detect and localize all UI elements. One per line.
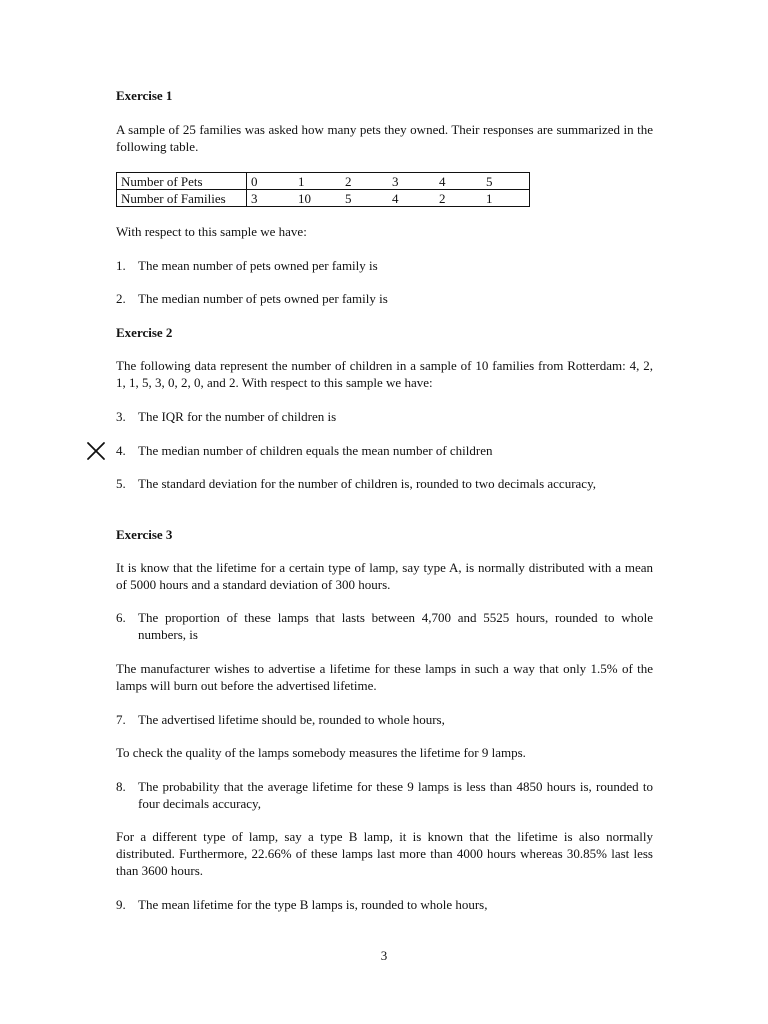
table-cell: 4 [435,173,482,190]
table-cell: 10 [294,190,341,207]
exercise-3-paragraph-2: The manufacturer wishes to advertise a lifetime for these lamps in such a way that only 1.5% of the lamps will burn out before the advertised lifetime. [116,661,653,693]
exercise-1-heading: Exercise 1 [116,88,173,103]
question-number: 7. [116,712,126,727]
exercise-3-paragraph-4: For a different type of lamp, say a type B lamp, it is known that the lifetime is also normally distributed. Furthermore, 22.66% of these lamps last more than 4000 hours whereas 30.85% last less than 3600 hours. [116,829,653,878]
exercise-3-heading: Exercise 3 [116,527,173,542]
pets-table [116,172,530,207]
question-text: The mean number of pets owned per family is [138,258,378,273]
table-cell: 1 [294,173,341,190]
table-row [117,190,530,207]
question-7 [116,711,653,728]
question-8 [116,778,653,812]
question-5 [116,475,653,492]
question-number: 2. [116,291,126,306]
exercise-3-intro: It is know that the lifetime for a certain type of lamp, say type A, is normally distributed with a mean of 5000 hours and a standard deviation of 300 hours. [116,560,653,592]
exercise-1-intro: A sample of 25 families was asked how many pets they owned. Their responses are summarized in the following table. [116,122,653,154]
question-text: The mean lifetime for the type B lamps is, rounded to whole hours, [138,897,488,912]
table-cell: 1 [482,190,530,207]
question-text: The probability that the average lifetime for these 9 lamps is less than 4850 hours is, rounded to four decimals accuracy, [138,779,653,811]
exercise-3-paragraph-3: To check the quality of the lamps somebody measures the lifetime for 9 lamps. [116,745,526,760]
question-text: The median number of children equals the mean number of children [138,443,493,458]
question-number: 8. [116,779,126,794]
question-6 [116,609,653,643]
table-cell: 4 [388,190,435,207]
question-9 [116,896,653,913]
exercise-2-heading: Exercise 2 [116,325,173,340]
question-number: 4. [116,443,126,458]
question-number: 1. [116,258,126,273]
table-cell: 0 [247,173,295,190]
table-cell: 3 [388,173,435,190]
table-row-label: Number of Families [117,190,247,207]
question-number: 6. [116,610,126,625]
question-1 [116,257,653,274]
question-number: 3. [116,409,126,424]
question-text: The median number of pets owned per family is [138,291,388,306]
question-4 [116,442,653,459]
table-row-label: Number of Pets [117,173,247,190]
question-3 [116,408,653,425]
exercise-1-lead: With respect to this sample we have: [116,224,307,239]
question-text: The advertised lifetime should be, rounded to whole hours, [138,712,445,727]
table-cell: 2 [435,190,482,207]
page-number: 3 [380,948,388,963]
question-text: The IQR for the number of children is [138,409,337,424]
table-cell: 3 [247,190,295,207]
cross-mark-icon [86,441,106,461]
exercise-2-intro: The following data represent the number of children in a sample of 10 families from Rotterdam: 4, 2, 1, 1, 5, 3, 0, 2, 0, and 2. With respect to this sample we have: [116,358,653,390]
question-number: 5. [116,476,126,491]
table-cell: 5 [341,190,388,207]
table-row [117,173,530,190]
question-number: 9. [116,897,126,912]
question-text: The proportion of these lamps that lasts between 4,700 and 5525 hours, rounded to whole numbers, is [138,610,653,642]
question-text: The standard deviation for the number of children is, rounded to two decimals accuracy, [138,476,596,491]
table-cell: 5 [482,173,530,190]
question-2 [116,290,653,307]
table-cell: 2 [341,173,388,190]
